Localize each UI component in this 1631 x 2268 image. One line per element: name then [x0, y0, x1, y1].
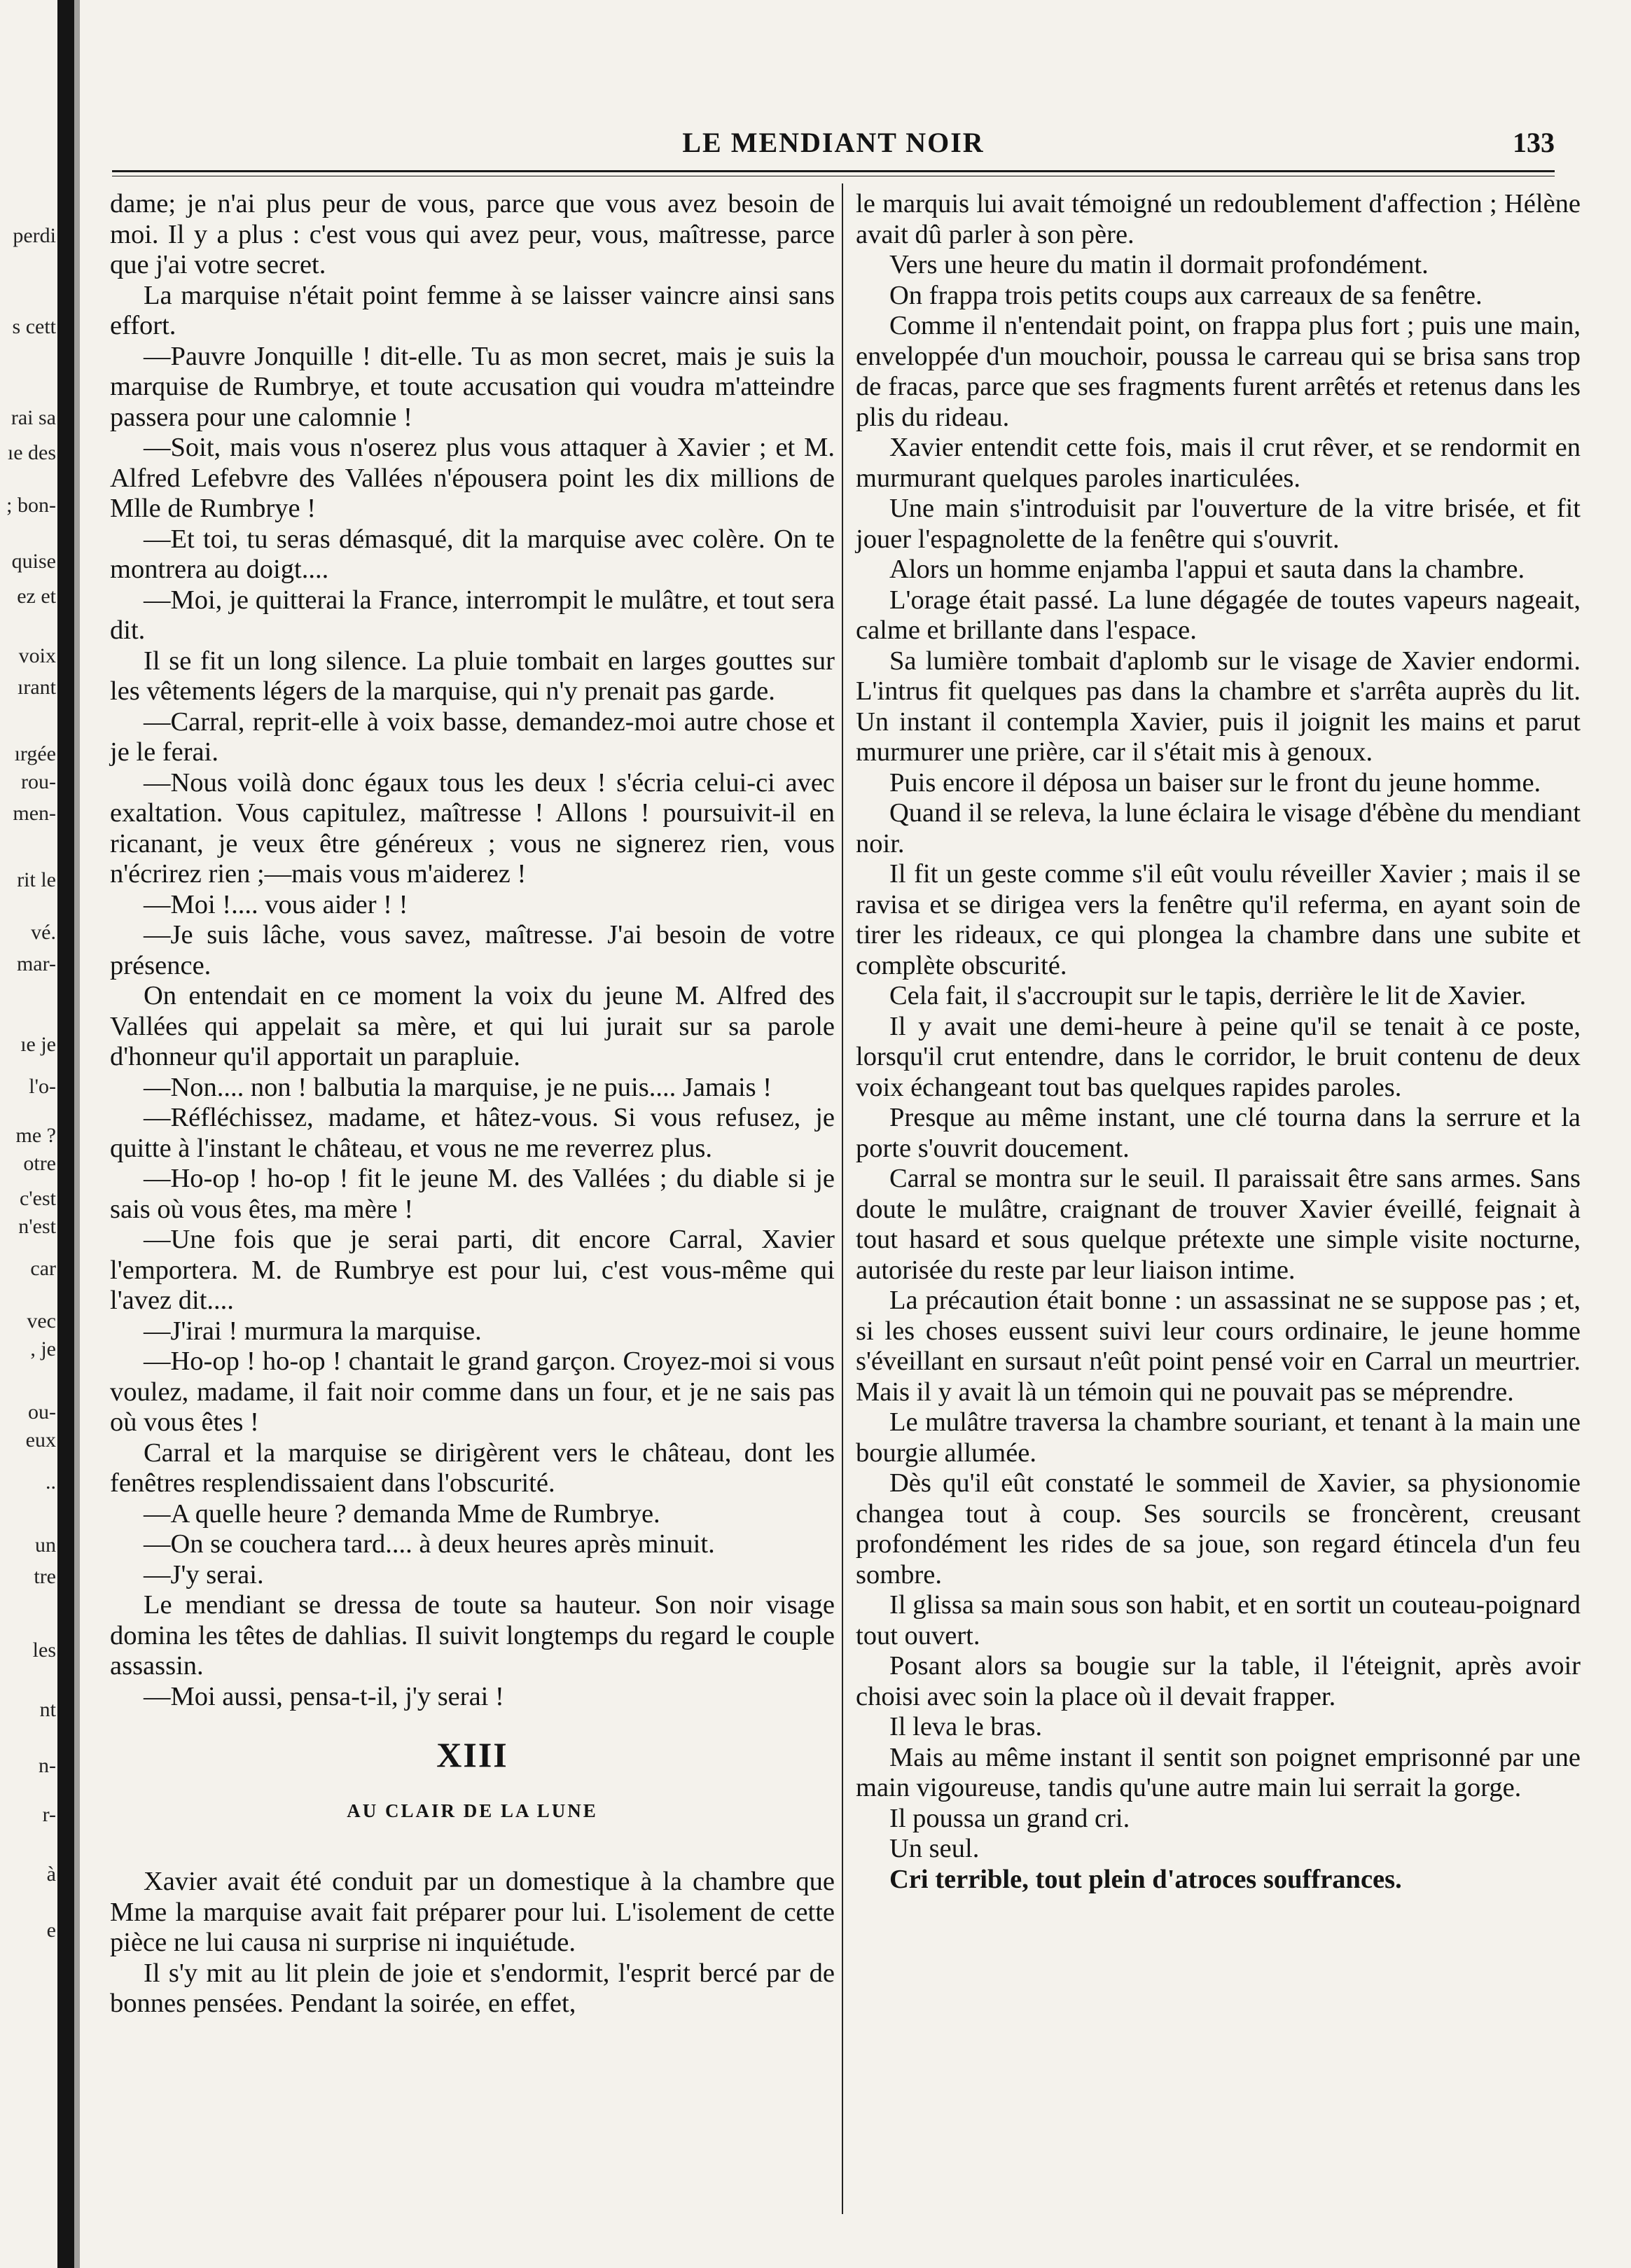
- paragraph: —A quelle heure ? demanda Mme de Rumbrye.: [144, 1498, 660, 1529]
- paragraph: —Soit, mais vous n'oserez plus vous attaquer à Xavier ; et M. Alfred Lefebvre des Vallées n'épousera point les dix millions de Mlle de Rumbrye !: [110, 433, 835, 523]
- paragraph: —J'y serai.: [144, 1559, 264, 1589]
- column-divider: [842, 183, 843, 2214]
- edge-text-fragment: otre: [23, 1152, 56, 1175]
- edge-text-fragment: l'o-: [29, 1075, 56, 1098]
- paragraph: Xavier avait été conduit par un domestique à la chambre que Mme la marquise avait fait préparer pour lui. L'isolement de cette pièce ne lui causa ni surprise ni inquiétude.: [110, 1867, 835, 1957]
- paragraph: La marquise n'était point femme à se laisser vaincre ainsi sans effort.: [110, 280, 835, 340]
- edge-text-fragment: rai sa: [11, 406, 56, 429]
- edge-text-fragment: n-: [39, 1754, 56, 1777]
- paragraph: —Pauvre Jonquille ! dit-elle. Tu as mon secret, mais je suis la marquise de Rumbrye, et toute accusation qui voudra m'atteindre passera pour une calomnie !: [110, 341, 835, 432]
- paragraph: dame; je n'ai plus peur de vous, parce que vous avez besoin de moi. Il y a plus : c'est vous qui avez peur, vous, maîtresse, parce que j'ai votre secret.: [110, 189, 835, 279]
- adjacent-page-edge: [0, 0, 105, 2268]
- paragraph: Alors un homme enjamba l'appui et sauta dans la chambre.: [889, 555, 1525, 584]
- edge-text-fragment: r-: [42, 1803, 56, 1826]
- edge-text-fragment: vé.: [31, 921, 56, 944]
- paragraph: Il poussa un grand cri.: [889, 1803, 1130, 1833]
- edge-text-fragment: quise: [11, 550, 56, 573]
- paragraph: Quand il se releva, la lune éclaira le visage d'ébène du mendiant noir.: [856, 798, 1581, 858]
- edge-text-fragment: c'est: [19, 1187, 56, 1210]
- edge-text-fragment: ıe je: [20, 1033, 56, 1056]
- paragraph: Le mulâtre traversa la chambre souriant, et tenant à la main une bourgie allumée.: [856, 1407, 1581, 1468]
- page-number: 133: [1513, 127, 1555, 158]
- edge-text-fragment: à: [46, 1863, 56, 1886]
- paragraph: —Une fois que je serai parti, dit encore Carral, Xavier l'emportera. M. de Rumbrye est pour lui, c'est vous-même qui l'avez dit....: [110, 1225, 835, 1315]
- page-header: [112, 126, 1555, 161]
- paragraph: —J'irai ! murmura la marquise.: [144, 1316, 482, 1346]
- paragraph: —Carral, reprit-elle à voix basse, demandez-moi autre chose et je le ferai.: [110, 707, 835, 767]
- paragraph: —On se couchera tard.... à deux heures après minuit.: [144, 1529, 715, 1559]
- edge-text-fragment: ; bon-: [6, 494, 56, 517]
- edge-text-fragment: rou-: [21, 770, 56, 793]
- paragraph: Presque au même instant, une clé tourna dans la serrure et la porte s'ouvrit doucement.: [856, 1103, 1581, 1163]
- paragraph: On entendait en ce moment la voix du jeune M. Alfred des Vallées qui appelait sa mère, et qui lui jurait sur sa parole d'honneur qu'il apportait un parapluie.: [110, 981, 835, 1071]
- chapter-title: AU CLAIR DE LA LUNE: [347, 1800, 598, 1821]
- paragraph: Il leva le bras.: [889, 1712, 1043, 1741]
- edge-text-fragment: e: [46, 1919, 56, 1942]
- paragraph: Carral se montra sur le seuil. Il paraissait être sans armes. Sans doute le mulâtre, craignant de trouver Xavier éveillé, feignait à tout hasard et sous quelque prétexte une simple visite nocturne, autorisée du reste par leur liaison intime.: [856, 1164, 1581, 1285]
- paragraph: Il fit un geste comme s'il eût voulu réveiller Xavier ; mais il se ravisa et se dirigea vers la fenêtre qu'il referma, en ayant soin de tirer les rideaux, ce qui plongea la chambre dans une subite et complète obscurité.: [856, 859, 1581, 980]
- paragraph: Dès qu'il eût constaté le sommeil de Xavier, sa physionomie changea tout à coup. Ses sourcils se froncèrent, creusant profondément les rides de sa joue, son regard étincela d'un feu sombre.: [856, 1468, 1581, 1589]
- edge-text-fragment: ez et: [17, 585, 56, 608]
- right-column: [856, 189, 1581, 1895]
- final-paragraph: Cri terrible, tout plein d'atroces souffrances.: [889, 1864, 1402, 1894]
- paragraph: Une main s'introduisit par l'ouverture de la vitre brisée, et fit jouer l'espagnolette de la fenêtre qui s'ouvrit.: [856, 494, 1581, 554]
- edge-text-fragment: un: [35, 1533, 56, 1557]
- paragraph: Posant alors sa bougie sur la table, il l'éteignit, après avoir choisi avec soin la place où il devait frapper.: [856, 1651, 1581, 1711]
- edge-text-fragment: eux: [25, 1428, 56, 1452]
- left-column: [110, 189, 835, 2019]
- running-title: LE MENDIANT NOIR: [682, 127, 985, 158]
- paragraph: Il y avait une demi-heure à peine qu'il se tenait à ce poste, lorsqu'il crut entendre, dans le corridor, le bruit contenu de deux voix échangeant tout bas quelques rapides paroles.: [856, 1011, 1581, 1102]
- edge-text-fragment: ırgée: [14, 742, 56, 765]
- paragraph: —Réfléchissez, madame, et hâtez-vous. Si vous refusez, je quitte à l'instant le château, et vous ne me reverrez plus.: [110, 1103, 835, 1163]
- edge-text-fragment: ou-: [28, 1400, 56, 1424]
- paragraph: La précaution était bonne : un assassinat ne se suppose pas ; et, si les choses eussent suivi leur cours ordinaire, le jeune homme s'éveillant en sursaut n'eût point pensé voir en Carral un meurtrier. Mais il y avait là un témoin qui ne pouvait pas se méprendre.: [856, 1286, 1581, 1407]
- page-binding-gutter: [74, 0, 80, 2268]
- edge-text-fragment: ırant: [18, 676, 56, 699]
- paragraph: Sa lumière tombait d'aplomb sur le visage de Xavier endormi. L'intrus fit quelques pas dans la chambre et s'arrêta auprès du lit. Un instant il contempla Xavier, puis il joignit les mains et parut murmurer une prière, car il s'était mis à genoux.: [856, 646, 1581, 767]
- edge-text-fragment: les: [32, 1639, 56, 1662]
- paragraph: —Moi !.... vous aider ! !: [144, 889, 408, 919]
- edge-text-fragment: tre: [34, 1565, 56, 1588]
- header-rule: [112, 170, 1555, 172]
- paragraph: —Ho-op ! ho-op ! chantait le grand garçon. Croyez-moi si vous voulez, madame, il fait noir comme dans un four, et je ne sais pas où vous êtes !: [110, 1347, 835, 1437]
- edge-text-fragment: , je: [30, 1337, 56, 1361]
- paragraph: —Non.... non ! balbutia la marquise, je ne puis.... Jamais !: [144, 1072, 772, 1102]
- paragraph: —Ho-op ! ho-op ! fit le jeune M. des Vallées ; du diable si je sais où vous êtes, ma mère !: [110, 1164, 835, 1224]
- paragraph: Comme il n'entendait point, on frappa plus fort ; puis une main, enveloppée d'un mouchoir, poussa le carreau qui se brisa sans trop de fracas, parce que ses fragments furent arrêtés et retenus dans les plis du rideau.: [856, 311, 1581, 432]
- edge-text-fragment: ..: [46, 1470, 56, 1494]
- edge-text-fragment: me ?: [15, 1124, 56, 1147]
- edge-text-fragment: rit le: [17, 868, 56, 891]
- paragraph: —Moi aussi, pensa-t-il, j'y serai !: [144, 1681, 504, 1711]
- paragraph: —Moi, je quitterai la France, interrompit le mulâtre, et tout sera dit.: [110, 585, 835, 645]
- paragraph: —Je suis lâche, vous savez, maîtresse. J'ai besoin de votre présence.: [110, 920, 835, 980]
- paragraph: Il glissa sa main sous son habit, et en sortit un couteau-poignard tout ouvert.: [856, 1590, 1581, 1650]
- edge-text-fragment: voix: [18, 644, 56, 667]
- page-binding-shadow: [57, 0, 74, 2268]
- paragraph: Cela fait, il s'accroupit sur le tapis, derrière le lit de Xavier.: [889, 981, 1527, 1010]
- paragraph: Un seul.: [889, 1834, 980, 1863]
- edge-text-fragment: s cett: [12, 315, 56, 338]
- paragraph: On frappa trois petits coups aux carreaux de sa fenêtre.: [889, 280, 1483, 310]
- edge-text-fragment: ıe des: [7, 441, 56, 464]
- edge-text-fragment: mar-: [16, 952, 56, 975]
- edge-text-fragment: perdi: [13, 224, 56, 247]
- paragraph: Il se fit un long silence. La pluie tombait en larges gouttes sur les vêtements légers de la marquise, qui n'y prenait pas garde.: [110, 646, 835, 706]
- paragraph: Vers une heure du matin il dormait profondément.: [889, 250, 1429, 279]
- edge-text-fragment: car: [30, 1257, 56, 1280]
- paragraph: —Nous voilà donc égaux tous les deux ! s'écria celui-ci avec exaltation. Vous capitulez, maîtresse ! Allons ! poursuivit-il en ricanant, je veux être généreux ; vous ne signerez rien, vous n'écrirez rien ;—mais vous m'aiderez !: [110, 767, 835, 889]
- edge-text-fragment: vec: [27, 1309, 56, 1333]
- paragraph: Il s'y mit au lit plein de joie et s'endormit, l'esprit bercé par de bonnes pensées. Pendant la soirée, en effet,: [110, 1958, 835, 2018]
- edge-text-fragment: men-: [13, 802, 56, 825]
- paragraph: Mais au même instant il sentit son poignet emprisonné par une main vigoureuse, tandis qu'une autre main lui serrait la gorge.: [856, 1742, 1581, 1802]
- paragraph: —Et toi, tu seras démasqué, dit la marquise avec colère. On te montrera au doigt....: [110, 524, 835, 584]
- paragraph: Puis encore il déposa un baiser sur le front du jeune homme.: [889, 767, 1541, 798]
- paragraph: Le mendiant se dressa de toute sa hauteur. Son noir visage domina les têtes de dahlias. Il suivit longtemps du regard le couple assassin.: [110, 1590, 835, 1681]
- edge-text-fragment: nt: [39, 1698, 56, 1721]
- paragraph: le marquis lui avait témoigné un redoublement d'affection ; Hélène avait dû parler à son père.: [856, 189, 1581, 249]
- chapter-number: XIII: [436, 1735, 508, 1774]
- paragraph: Xavier entendit cette fois, mais il crut rêver, et se rendormit en murmurant quelques paroles inarticulées.: [856, 433, 1581, 493]
- paragraph: L'orage était passé. La lune dégagée de toutes vapeurs nageait, calme et brillante dans l'espace.: [856, 585, 1581, 645]
- paragraph: Carral et la marquise se dirigèrent vers le château, dont les fenêtres resplendissaient dans l'obscurité.: [110, 1438, 835, 1498]
- edge-text-fragment: n'est: [18, 1215, 56, 1238]
